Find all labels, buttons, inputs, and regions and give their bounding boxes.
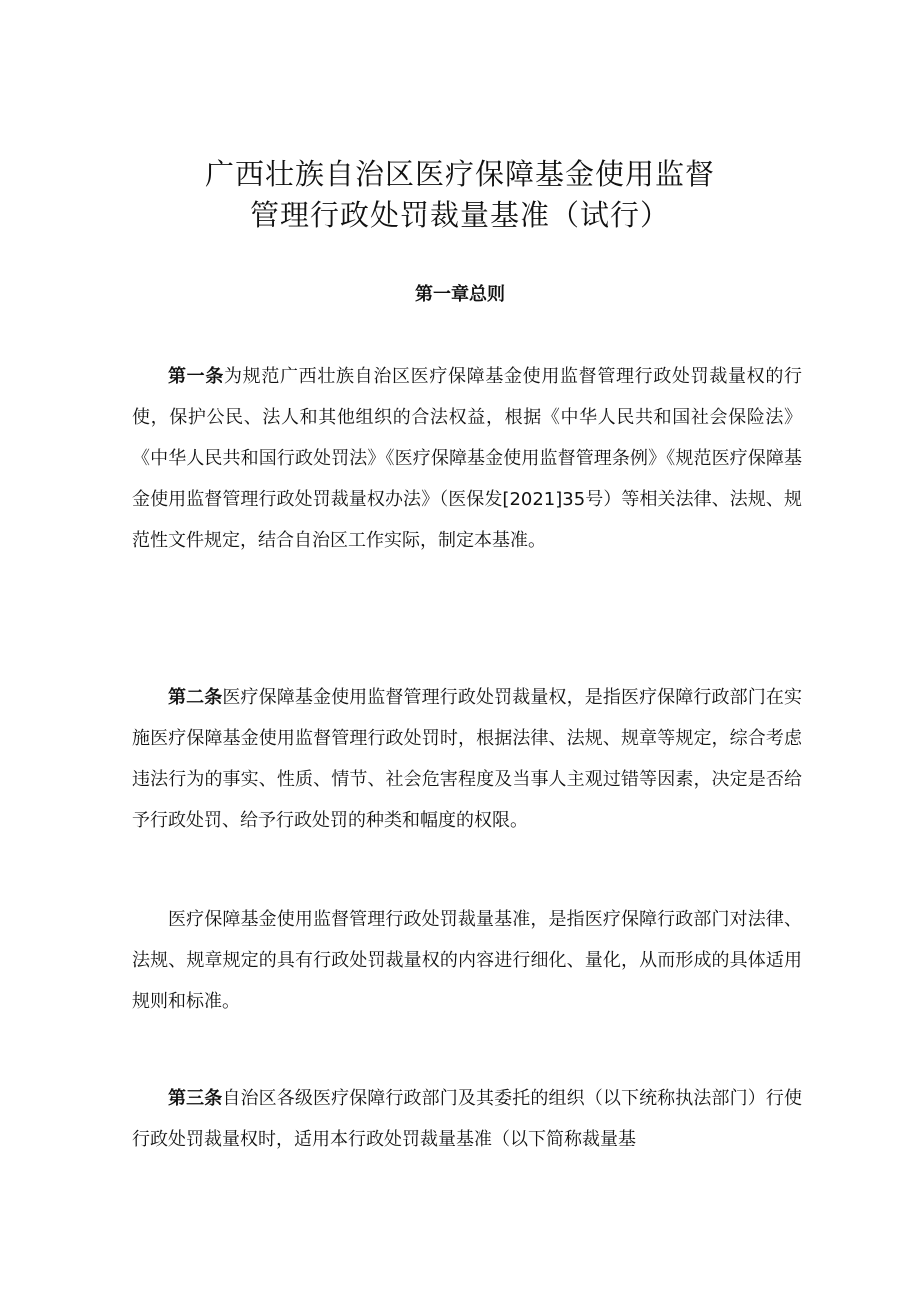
article-1-paragraph bbox=[132, 356, 802, 561]
article-3-lead: 第三条 bbox=[168, 1088, 223, 1109]
document-title-line-2: 管理行政处罚裁量基准（试行） bbox=[249, 198, 670, 232]
article-2-body: 医疗保障基金使用监督管理行政处罚裁量权，是指医疗保障行政部门在实施医疗保障基金使用监督管理行政处罚时，根据法律、法规、规章等规定，综合考虑违法行为的事实、性质、情节、社会危害程度及当事人主观过错等因素，决定是否给予行政处罚、给予行政处罚的种类和幅度的权限。 bbox=[132, 687, 803, 831]
chapter-heading: 第一章总则 bbox=[415, 284, 505, 305]
article-2-continuation-paragraph bbox=[132, 899, 802, 1022]
article-1-lead: 第一条 bbox=[168, 366, 224, 387]
article-2-paragraph bbox=[132, 677, 802, 841]
article-3-paragraph bbox=[132, 1078, 802, 1160]
article-2b-body: 医疗保障基金使用监督管理行政处罚裁量基准，是指医疗保障行政部门对法律、法规、规章规定的具有行政处罚裁量权的内容进行细化、量化，从而形成的具体适用规则和标准。 bbox=[132, 909, 802, 1012]
article-1-body: 为规范广西壮族自治区医疗保障基金使用监督管理行政处罚裁量权的行使，保护公民、法人和其他组织的合法权益，根据《中华人民共和国社会保险法》《中华人民共和国行政处罚法》《医疗保障基金使用监督管理条例》《规范医疗保障基金使用监督管理行政处罚裁量权办法》（医保发[2021]35号）等相关法律、法规、规范性文件规定，结合自治区工作实际，制定本基准。 bbox=[132, 366, 802, 551]
document-title-line-1: 广西壮族自治区医疗保障基金使用监督 bbox=[204, 157, 715, 191]
article-2-lead: 第二条 bbox=[168, 687, 223, 708]
article-3-body: 自治区各级医疗保障行政部门及其委托的组织（以下统称执法部门）行使行政处罚裁量权时，适用本行政处罚裁量基准（以下简称裁量基 bbox=[132, 1088, 803, 1150]
